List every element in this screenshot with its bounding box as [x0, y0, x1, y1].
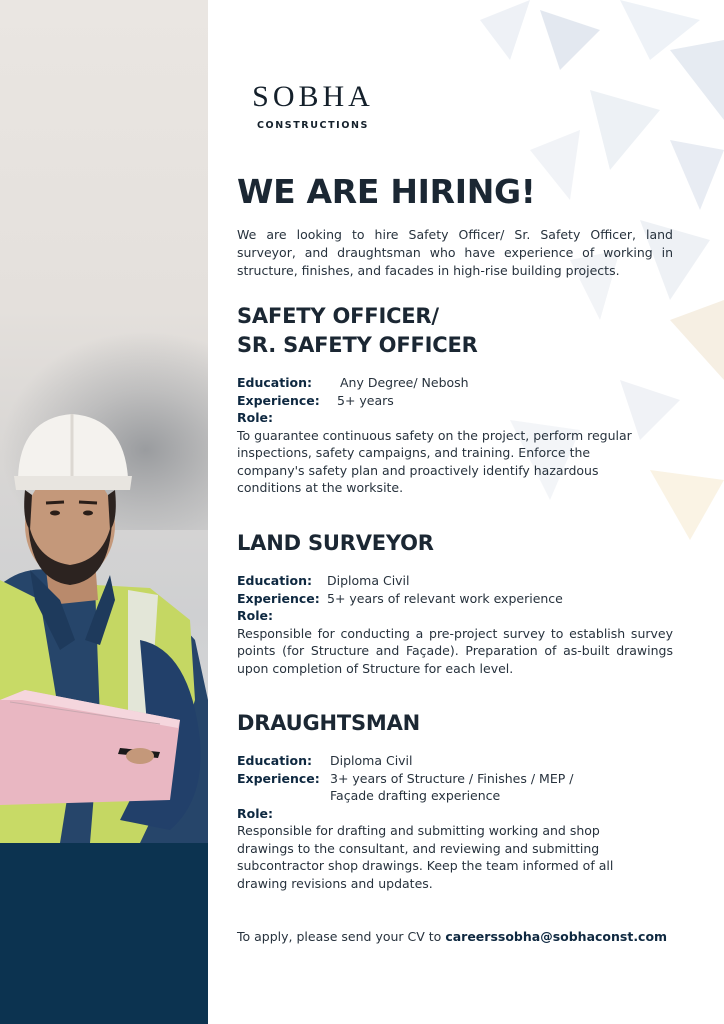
apply-instructions: [237, 929, 697, 944]
experience-label: Experience:: [237, 392, 320, 408]
education-label: Education:: [237, 573, 312, 588]
role-label: Role:: [237, 410, 273, 425]
education-label: Education:: [237, 753, 312, 768]
role-description: To guarantee continuous safety on the project, perform regular inspections, safety campaigns, and training. Enforce the company's safety plan and proactively identify hazardous conditions at the worksite.: [237, 427, 632, 495]
role-label: Role:: [237, 805, 273, 821]
job-title: [237, 302, 673, 360]
logo-tagline: CONSTRUCTIONS: [256, 120, 369, 131]
role-description: Responsible for conducting a pre-project survey to establish survey points (for Structure and Façade). Preparation of as-built drawings upon completion of Structure for each level.: [237, 625, 673, 676]
experience-value: 3+ years of Structure / Finishes / MEP / Façade drafting experience: [330, 770, 574, 803]
education-label: Education:: [237, 375, 312, 390]
company-logo: [248, 82, 378, 131]
job-title-line1: SAFETY OFFICER/: [237, 304, 439, 328]
education-value: Diploma Civil: [330, 753, 413, 768]
intro-text: We are looking to hire Safety Officer/ Sr. Safety Officer, land surveyor, and draughtsman who have experience of working in structure, finishes, and facades in high-rise building projects.: [237, 227, 673, 278]
role-description: Responsible for drafting and submitting working and shop drawings to the consultant, and reviewing and submitting subcontractor shop drawings. Keep the team informed of all drawing revisions and updates.: [237, 823, 614, 891]
worker-illustration: [0, 0, 208, 843]
job-title-line1: DRAUGHTSMAN: [237, 711, 421, 735]
experience-label: Experience:: [237, 770, 320, 786]
apply-text: To apply, please send your CV to: [237, 929, 446, 944]
job-title: [237, 529, 673, 558]
experience-row: [237, 392, 673, 410]
experience-row: [237, 590, 673, 608]
navy-footer-block: [0, 843, 208, 1024]
job-details: [237, 572, 673, 677]
job-details: [237, 374, 673, 497]
job-draughtsman: [237, 709, 673, 892]
education-row: [237, 752, 673, 770]
experience-value: 5+ years: [337, 392, 394, 408]
education-row: [237, 374, 673, 392]
job-title-line2: SR. SAFETY OFFICER: [237, 333, 478, 357]
job-safety-officer: [237, 302, 673, 497]
education-row: [237, 572, 673, 590]
experience-row: [237, 770, 673, 805]
job-land-surveyor: [237, 529, 673, 677]
experience-value: 5+ years of relevant work experience: [327, 590, 563, 606]
worker-photo: [0, 0, 208, 1024]
page-title: WE ARE HIRING!: [237, 172, 536, 211]
hiring-intro: [237, 172, 673, 280]
job-title-line1: LAND SURVEYOR: [237, 531, 434, 555]
job-details: [237, 752, 673, 892]
apply-email-link[interactable]: careerssobha@sobhaconst.com: [445, 929, 668, 944]
experience-label: Experience:: [237, 590, 320, 606]
logo-wordmark: SOBHA: [252, 80, 374, 113]
job-title: [237, 709, 673, 738]
education-value: Any Degree/ Nebosh: [340, 375, 469, 390]
role-label: Role:: [237, 608, 273, 623]
education-value: Diploma Civil: [327, 573, 410, 588]
